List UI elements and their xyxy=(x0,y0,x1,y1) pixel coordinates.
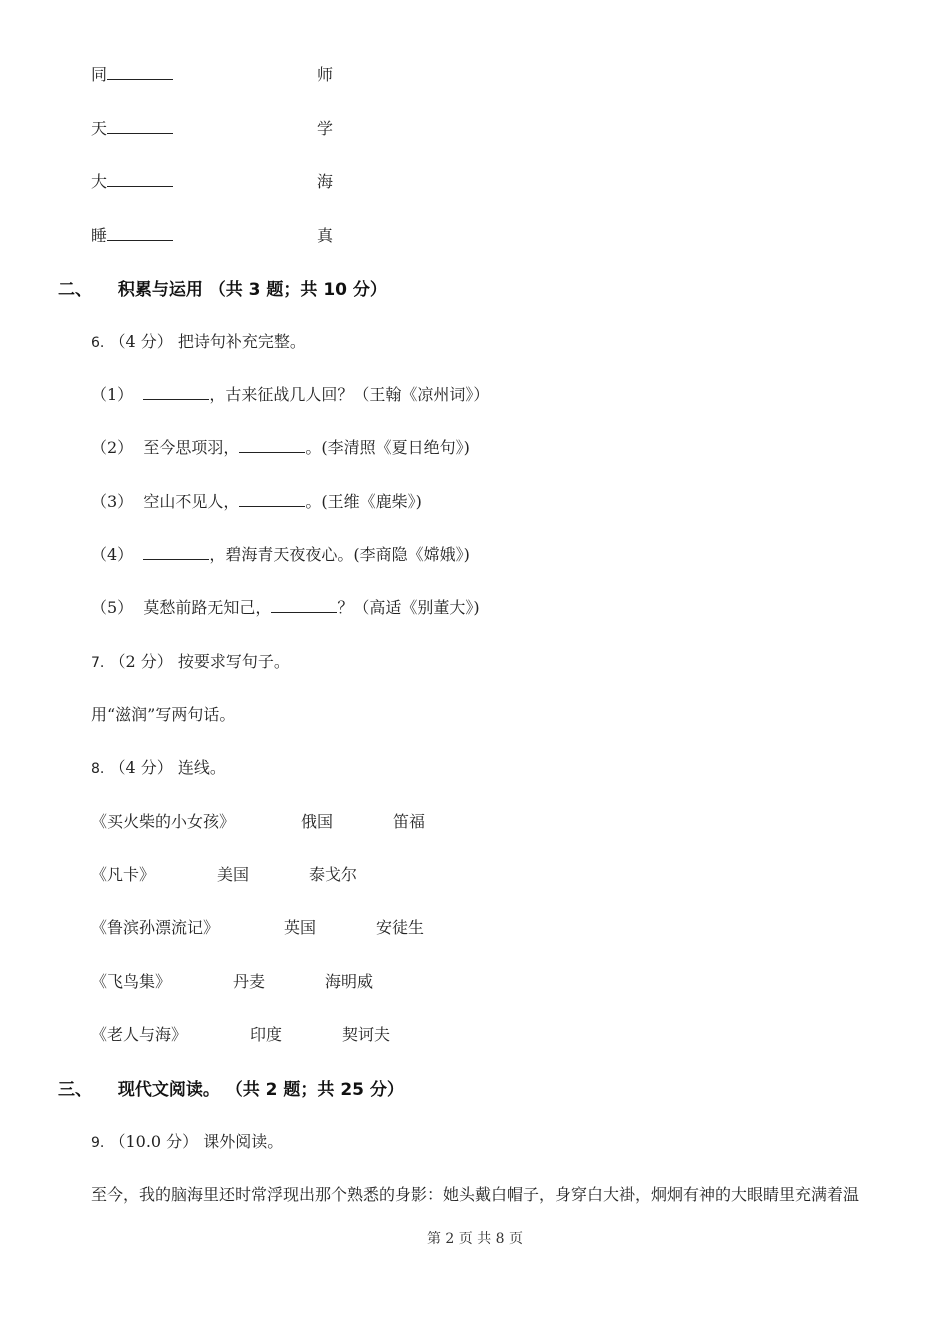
match-author[interactable]: 契诃夫 xyxy=(342,1025,391,1044)
match-book[interactable]: 《鲁滨孙漂流记》 xyxy=(91,918,220,937)
pair-right-char: 海 xyxy=(317,172,334,191)
match-author[interactable]: 海明威 xyxy=(325,972,374,991)
item-text-before: 莫愁前路无知己， xyxy=(143,598,272,617)
pair-left-char: 大 xyxy=(91,172,108,191)
section-number: 二、 xyxy=(58,280,92,300)
question-header xyxy=(91,332,306,353)
match-author[interactable]: 泰戈尔 xyxy=(309,865,358,884)
match-author[interactable]: 安徒生 xyxy=(376,918,425,937)
question-score: （4 分） xyxy=(109,332,173,351)
item-text-before: 空山不见人， xyxy=(143,492,240,511)
item-index: （2） xyxy=(91,438,134,457)
question-header xyxy=(91,758,226,779)
question-number: 9. xyxy=(91,1135,105,1151)
question-score: （10.0 分） xyxy=(109,1132,199,1151)
answer-blank[interactable] xyxy=(239,438,305,453)
poem-item xyxy=(91,598,480,618)
pair-right-char: 学 xyxy=(317,119,334,138)
pair-left-char: 睡 xyxy=(91,226,108,245)
pair-left-char: 同 xyxy=(91,65,108,84)
item-text-after: ，古来征战几人回？（王翰《凉州词》） xyxy=(209,385,490,404)
match-book[interactable]: 《飞鸟集》 xyxy=(91,972,172,991)
page-footer: 第 2 页 共 8 页 xyxy=(426,1231,524,1247)
question-number: 8. xyxy=(91,761,105,777)
pair-left-char: 天 xyxy=(91,119,108,138)
question-header xyxy=(91,652,290,673)
poem-item xyxy=(91,492,422,512)
pair-right-char: 真 xyxy=(317,226,334,245)
section-title: 积累与运用 （共 3 题；共 10 分） xyxy=(117,280,387,300)
match-book[interactable]: 《买火柴的小女孩》 xyxy=(91,812,236,831)
match-country[interactable]: 丹麦 xyxy=(233,972,266,991)
section-number: 三、 xyxy=(58,1080,92,1100)
section-heading xyxy=(58,279,387,301)
item-text-before: 至今思项羽， xyxy=(143,438,240,457)
answer-blank[interactable] xyxy=(107,226,173,241)
answer-blank[interactable] xyxy=(107,119,173,134)
section-title: 现代文阅读。 （共 2 题；共 25 分） xyxy=(117,1080,404,1100)
question-prompt: 连线。 xyxy=(177,758,226,777)
item-index: （5） xyxy=(91,598,134,617)
match-country[interactable]: 俄国 xyxy=(301,812,334,831)
match-author[interactable]: 笛福 xyxy=(393,812,426,831)
match-country[interactable]: 印度 xyxy=(250,1025,283,1044)
answer-blank[interactable] xyxy=(143,545,209,560)
question-prompt: 课外阅读。 xyxy=(203,1132,284,1151)
item-index: （1） xyxy=(91,385,134,404)
section-heading xyxy=(58,1079,404,1101)
question-score: （4 分） xyxy=(109,758,173,777)
poem-item xyxy=(91,438,470,458)
question-instruction: 用“滋润”写两句话。 xyxy=(91,705,236,724)
reading-passage: 至今，我的脑海里还时常浮现出那个熟悉的身影：她头戴白帽子，身穿白大褂，炯炯有神的大眼睛里充满着温 xyxy=(91,1185,860,1204)
question-number: 7. xyxy=(91,655,105,671)
pair-row xyxy=(91,226,173,246)
answer-blank[interactable] xyxy=(107,172,173,187)
match-country[interactable]: 美国 xyxy=(217,865,250,884)
answer-blank[interactable] xyxy=(107,65,173,80)
match-book[interactable]: 《老人与海》 xyxy=(91,1025,188,1044)
pair-row xyxy=(91,65,173,85)
poem-item xyxy=(91,385,489,405)
item-index: （3） xyxy=(91,492,134,511)
question-header xyxy=(91,1132,283,1153)
match-country[interactable]: 英国 xyxy=(284,918,317,937)
answer-blank[interactable] xyxy=(143,385,209,400)
question-prompt: 把诗句补充完整。 xyxy=(177,332,306,351)
match-book[interactable]: 《凡卡》 xyxy=(91,865,156,884)
pair-row xyxy=(91,119,173,139)
item-text-after: ，碧海青天夜夜心。(李商隐《嫦娥》) xyxy=(209,545,470,564)
pair-row xyxy=(91,172,173,192)
question-number: 6. xyxy=(91,335,105,351)
question-score: （2 分） xyxy=(109,652,173,671)
answer-blank[interactable] xyxy=(239,492,305,507)
item-text-after: 。(王维《鹿柴》) xyxy=(305,492,422,511)
item-index: （4） xyxy=(91,545,134,564)
answer-blank[interactable] xyxy=(271,598,337,613)
poem-item xyxy=(91,545,470,565)
item-text-after: ？（高适《别董大》) xyxy=(337,598,480,617)
pair-right-char: 师 xyxy=(317,65,334,84)
item-text-after: 。(李清照《夏日绝句》) xyxy=(305,438,470,457)
question-prompt: 按要求写句子。 xyxy=(177,652,290,671)
